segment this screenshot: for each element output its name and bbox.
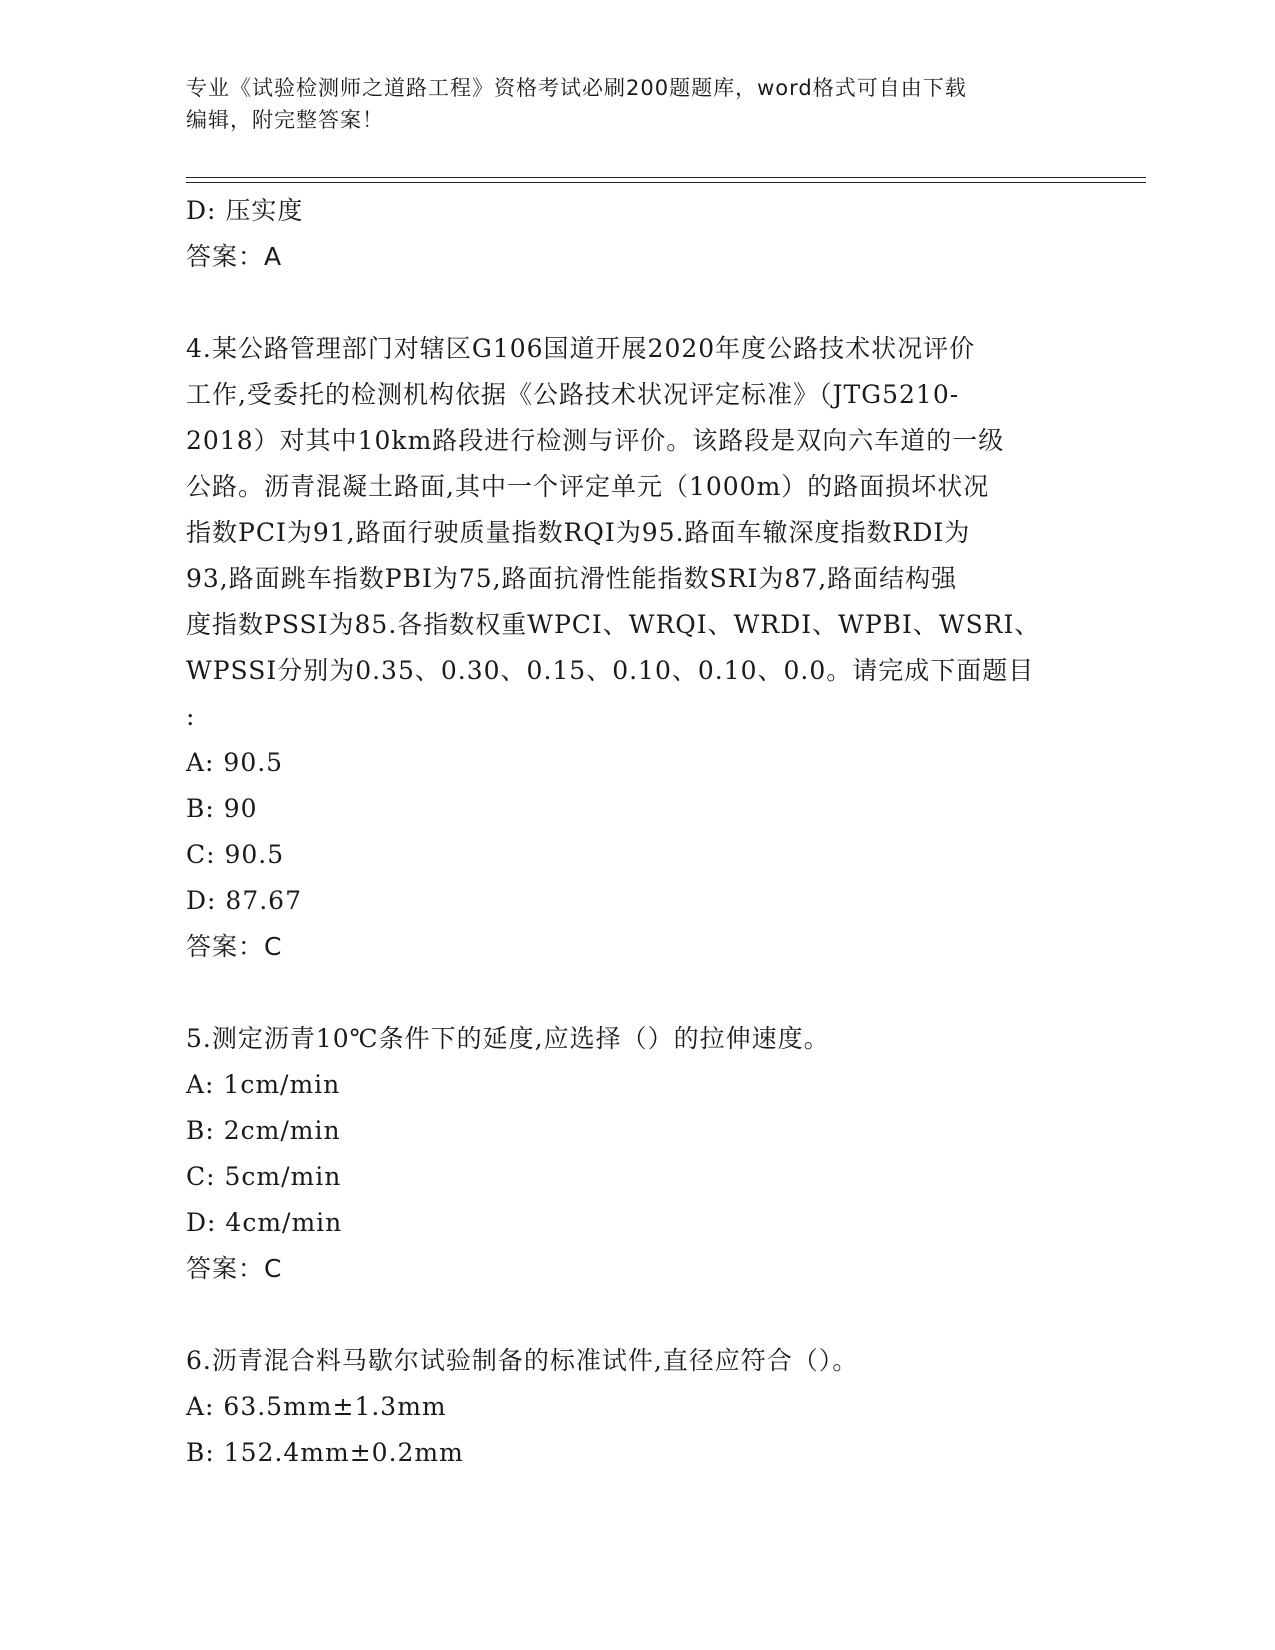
question-4-line: WPSSI分别为0.35、0.30、0.15、0.10、0.10、0.0。请完成下面题目: [186, 656, 1035, 685]
question-4-answer: 答案：C: [186, 932, 283, 961]
header-rule-bottom: [186, 182, 1146, 183]
question-5-option-a: A: 1cm/min: [186, 1070, 341, 1099]
prev-option-d: D: 压实度: [186, 196, 304, 225]
question-4-option-a: A: 90.5: [186, 748, 284, 777]
question-5-option-d: D: 4cm/min: [186, 1208, 343, 1237]
question-4-line: 指数PCI为91,路面行驶质量指数RQI为95.路面车辙深度指数RDI为: [186, 518, 971, 547]
question-5-answer: 答案：C: [186, 1254, 283, 1283]
header-line-2: 编辑，附完整答案！: [186, 108, 384, 132]
question-5-option-b: B: 2cm/min: [186, 1116, 341, 1145]
question-4-line: 度指数PSSI为85.各指数权重WPCI、WRQI、WRDI、WPBI、WSRI、: [186, 610, 1041, 639]
spacer: [186, 1292, 1086, 1338]
question-6-option-a: A: 63.5mm±1.3mm: [186, 1392, 447, 1421]
question-4-option-c: C: 90.5: [186, 840, 285, 869]
question-4-option-b: B: 90: [186, 794, 258, 823]
question-6-text: 6.沥青混合料马歇尔试验制备的标准试件,直径应符合（）。: [186, 1346, 859, 1375]
spacer: [186, 280, 1086, 326]
prev-answer: 答案：A: [186, 242, 283, 271]
question-6-option-b: B: 152.4mm±0.2mm: [186, 1438, 464, 1467]
question-5-text: 5.测定沥青10℃条件下的延度,应选择（）的拉伸速度。: [186, 1024, 830, 1053]
question-4-option-d: D: 87.67: [186, 886, 302, 915]
document-body: [186, 188, 1086, 1476]
question-5-option-c: C: 5cm/min: [186, 1162, 342, 1191]
header-rule-top: [186, 177, 1146, 178]
question-4-line: :: [186, 702, 196, 731]
spacer: [186, 970, 1086, 1016]
question-4-text: [186, 326, 1076, 740]
question-4-line: 工作,受委托的检测机构依据《公路技术状况评定标准》（JTG5210-: [186, 380, 960, 409]
header-line-1: 专业《试验检测师之道路工程》资格考试必刷200题题库，word格式可自由下载: [186, 76, 967, 100]
page-header: [186, 72, 1066, 136]
question-4-line: 93,路面跳车指数PBI为75,路面抗滑性能指数SRI为87,路面结构强: [186, 564, 958, 593]
question-4-line: 4.某公路管理部门对辖区G106国道开展2020年度公路技术状况评价: [186, 334, 976, 363]
question-4-line: 2018）对其中10km路段进行检测与评价。该路段是双向六车道的一级: [186, 426, 1005, 455]
question-4-line: 公路。沥青混凝土路面,其中一个评定单元（1000m）的路面损坏状况: [186, 472, 990, 501]
